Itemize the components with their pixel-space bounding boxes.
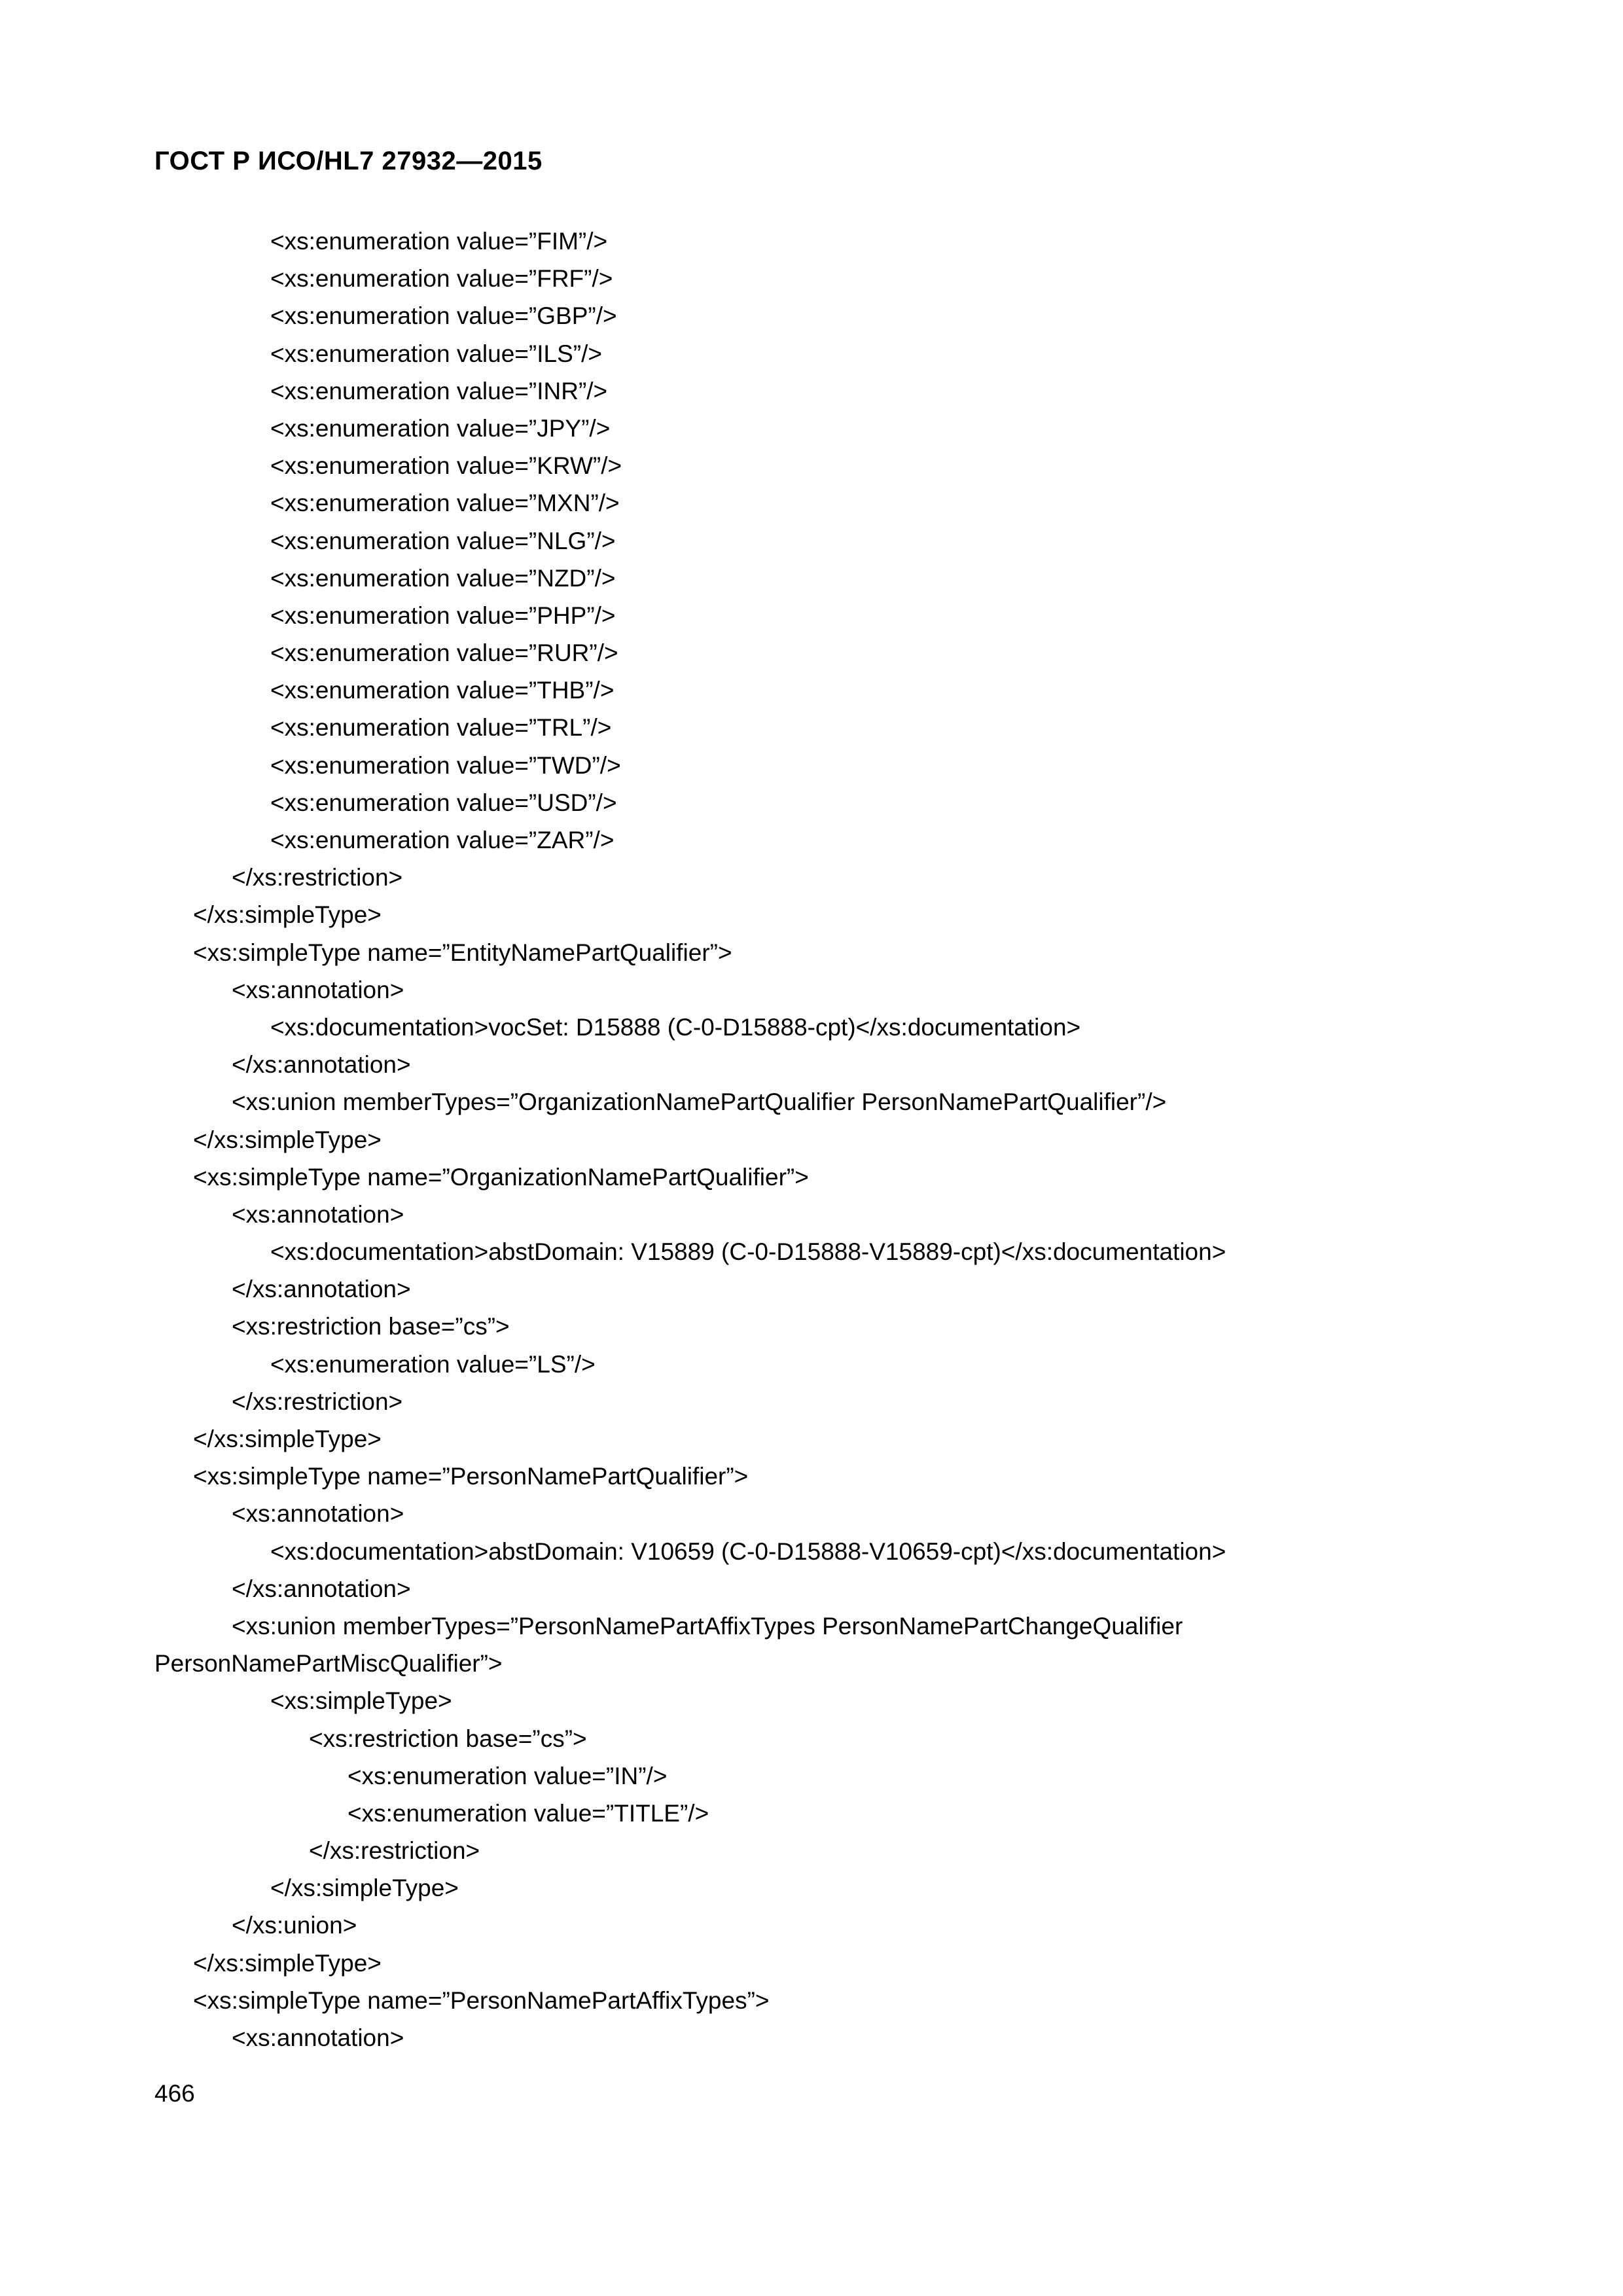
code-line: </xs:simpleType>: [193, 1126, 382, 1153]
code-line: <xs:simpleType name=”PersonNamePartQualifier”>: [193, 1463, 749, 1490]
code-line: <xs:union memberTypes=”PersonNamePartAffixTypes PersonNamePartChangeQualifier: [232, 1612, 1183, 1640]
code-line: PersonNamePartMiscQualifier”>: [154, 1650, 503, 1677]
code-line: <xs:enumeration value=”NLG”/>: [270, 527, 616, 554]
code-line: </xs:simpleType>: [193, 1949, 382, 1977]
code-line: <xs:documentation>vocSet: D15888 (C-0-D15888-cpt)</xs:documentation>: [270, 1013, 1081, 1041]
code-line: <xs:restriction base=”cs”>: [309, 1725, 587, 1752]
code-line: <xs:simpleType>: [270, 1687, 452, 1715]
code-line: </xs:union>: [232, 1912, 357, 1939]
code-line: <xs:enumeration value=”ILS”/>: [270, 340, 602, 367]
code-line: <xs:enumeration value=”USD”/>: [270, 789, 617, 816]
code-line: <xs:documentation>abstDomain: V10659 (C-0-D15888-V10659-cpt)</xs:documentation>: [270, 1537, 1226, 1565]
code-line: <xs:enumeration value=”KRW”/>: [270, 452, 622, 480]
code-line: <xs:enumeration value=”THB”/>: [270, 677, 615, 704]
code-line: </xs:simpleType>: [193, 1426, 382, 1452]
code-line: <xs:enumeration value=”TITLE”/>: [348, 1799, 709, 1827]
code-line: </xs:restriction>: [232, 864, 403, 891]
code-line: <xs:annotation>: [232, 1500, 404, 1528]
page-number: 466: [154, 2080, 195, 2107]
code-line: <xs:enumeration value=”INR”/>: [270, 377, 608, 404]
code-line: <xs:enumeration value=”FRF”/>: [270, 265, 613, 293]
code-line: <xs:enumeration value=”ZAR”/>: [270, 827, 615, 853]
document-header-title: ГОСТ Р ИСО/HL7 27932—2015: [154, 147, 543, 175]
code-line: <xs:enumeration value=”GBP”/>: [270, 302, 617, 330]
code-line: </xs:annotation>: [232, 1575, 411, 1602]
code-line: <xs:enumeration value=”NZD”/>: [270, 564, 616, 592]
code-line: </xs:simpleType>: [270, 1874, 459, 1902]
code-line: <xs:enumeration value=”TWD”/>: [270, 751, 621, 779]
code-line: <xs:union memberTypes=”OrganizationNamePartQualifier PersonNamePartQualifier”/>: [232, 1088, 1167, 1116]
code-line: <xs:enumeration value=”RUR”/>: [270, 639, 618, 667]
code-line: <xs:enumeration value=”PHP”/>: [270, 601, 616, 629]
code-line: </xs:restriction>: [232, 1388, 403, 1415]
code-line: <xs:enumeration value=”LS”/>: [270, 1350, 596, 1378]
code-line: </xs:restriction>: [309, 1837, 480, 1865]
code-line: </xs:simpleType>: [193, 901, 382, 929]
code-line: <xs:documentation>abstDomain: V15889 (C-0-D15888-V15889-cpt)</xs:documentation>: [270, 1238, 1226, 1266]
code-line: </xs:annotation>: [232, 1051, 411, 1079]
code-line: <xs:annotation>: [232, 1200, 404, 1228]
xml-code-listing: [154, 223, 1483, 2056]
code-line: <xs:enumeration value=”IN”/>: [348, 1762, 668, 1789]
code-line: <xs:enumeration value=”TRL”/>: [270, 714, 612, 742]
code-line: <xs:restriction base=”cs”>: [232, 1313, 510, 1340]
code-line: </xs:annotation>: [232, 1276, 411, 1303]
code-line: <xs:enumeration value=”JPY”/>: [270, 414, 611, 442]
code-line: <xs:annotation>: [232, 2024, 404, 2051]
code-line: <xs:annotation>: [232, 976, 404, 1003]
code-line: <xs:enumeration value=”MXN”/>: [270, 490, 620, 517]
code-line: <xs:simpleType name=”OrganizationNamePartQualifier”>: [193, 1163, 809, 1191]
code-line: <xs:enumeration value=”FIM”/>: [270, 228, 608, 255]
code-line: <xs:simpleType name=”EntityNamePartQualifier”>: [193, 939, 732, 966]
code-line: <xs:simpleType name=”PersonNamePartAffixTypes”>: [193, 1986, 770, 2014]
